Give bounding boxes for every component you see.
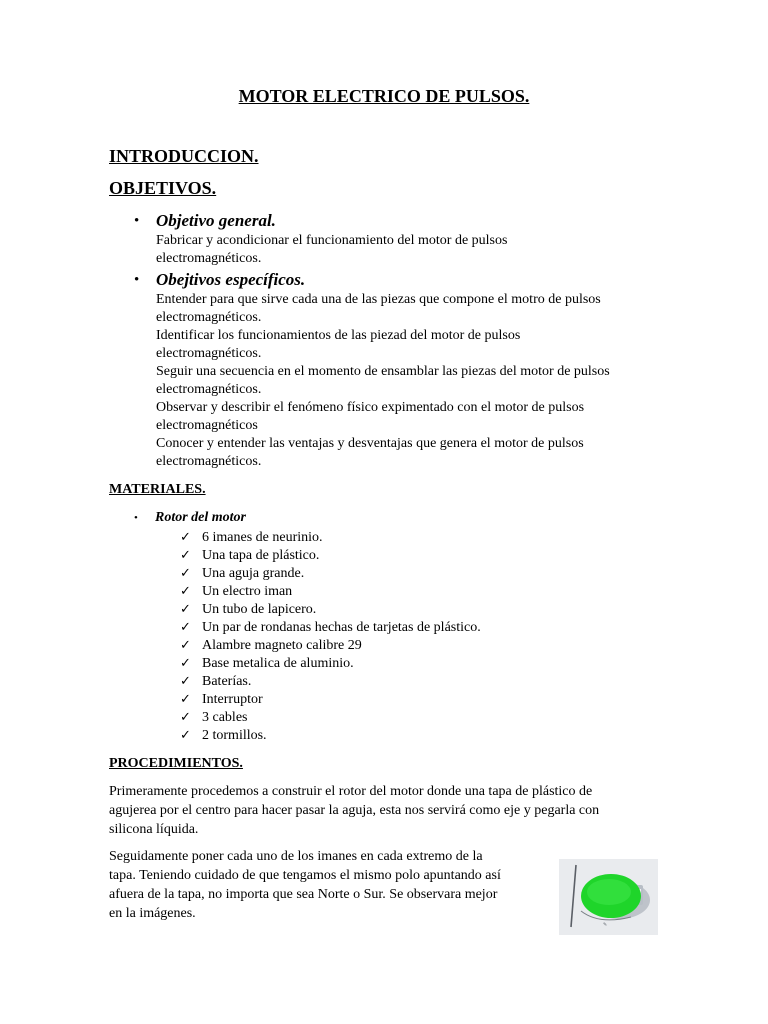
list-item: [180, 546, 481, 564]
rotor-label: Rotor del motor: [155, 510, 247, 525]
check-icon: ✓: [180, 529, 191, 544]
photo-mark: ✎: [603, 922, 608, 928]
list-item-text: 2 tormillos.: [202, 728, 267, 743]
text-line: Conocer y entender las ventajas y desventajas que genera el motor de pulsos: [156, 436, 584, 451]
document-title: MOTOR ELECTRICO DE PULSOS.: [238, 86, 530, 106]
check-icon: ✓: [180, 709, 191, 724]
list-item: [180, 582, 481, 600]
heading-materiales: MATERIALES.: [109, 482, 206, 497]
text-line: Identificar los funcionamientos de las piezad del motor de pulsos: [156, 328, 521, 343]
text-line: Observar y describir el fenómeno físico expimentado con el motor de pulsos: [156, 400, 585, 415]
list-item-text: Una tapa de plástico.: [202, 548, 320, 563]
text-line: electromagnéticos: [156, 418, 258, 433]
list-item-text: Base metalica de aluminio.: [202, 656, 354, 671]
bullet-icon: •: [134, 512, 138, 524]
list-item-text: Alambre magneto calibre 29: [202, 638, 362, 653]
check-icon: ✓: [180, 547, 191, 562]
text-line: electromagnéticos.: [156, 454, 262, 469]
check-icon: ✓: [180, 655, 191, 670]
list-item: [180, 564, 481, 582]
check-icon: ✓: [180, 565, 191, 580]
list-item-text: Una aguja grande.: [202, 566, 305, 581]
list-item-text: Un tubo de lapicero.: [202, 602, 317, 617]
text-line: Entender para que sirve cada una de las piezas que compone el motro de pulsos: [156, 292, 601, 307]
list-item: [180, 672, 481, 690]
list-item: [180, 600, 481, 618]
text-line: silicona líquida.: [109, 822, 199, 837]
check-icon: ✓: [180, 673, 191, 688]
list-item: [180, 636, 481, 654]
objetivos-especificos-text: [156, 291, 686, 471]
list-item: [180, 708, 481, 726]
text-line: afuera de la tapa, no importa que sea Norte o Sur. Se observara mejor: [109, 887, 498, 902]
objetivo-general-text: [156, 232, 686, 268]
list-item-text: Baterías.: [202, 674, 252, 689]
procedimientos-paragraph-1: [109, 782, 599, 839]
text-line: electromagnéticos.: [156, 310, 262, 325]
check-icon: ✓: [180, 691, 191, 706]
list-item: [180, 726, 481, 744]
check-icon: ✓: [180, 619, 191, 634]
list-item-text: Un par de rondanas hechas de tarjetas de plástico.: [202, 620, 481, 635]
list-item: [180, 618, 481, 636]
list-item-text: Interruptor: [202, 692, 263, 707]
objetivos-especificos-heading: Obejtivos específicos.: [156, 270, 306, 289]
list-item: [180, 654, 481, 672]
cap-highlight: [587, 879, 631, 905]
list-item-text: 6 imanes de neurinio.: [202, 530, 323, 545]
text-line: Primeramente procedemos a construir el rotor del motor donde una tapa de plástico de: [109, 784, 593, 799]
procedimientos-paragraph-2: [109, 847, 501, 923]
text-line: Seguidamente poner cada uno de los imanes en cada extremo de la: [109, 849, 483, 864]
heading-objetivos: OBJETIVOS.: [109, 178, 217, 198]
bullet-icon: •: [134, 213, 140, 229]
text-line: tapa. Teniendo cuidado de que tengamos el mismo polo apuntando así: [109, 868, 501, 883]
bullet-icon: •: [134, 272, 140, 288]
check-icon: ✓: [180, 583, 191, 598]
check-icon: ✓: [180, 601, 191, 616]
list-item-text: 3 cables: [202, 710, 248, 725]
text-line: Seguir una secuencia en el momento de ensamblar las piezas del motor de pulsos: [156, 364, 610, 379]
list-item-text: Un electro iman: [202, 584, 293, 599]
check-icon: ✓: [180, 727, 191, 742]
heading-procedimientos: PROCEDIMIENTOS.: [109, 756, 243, 771]
objetivo-general-heading: Objetivo general.: [156, 211, 276, 230]
text-line: en la imágenes.: [109, 906, 196, 921]
materials-list: [180, 528, 481, 744]
list-item: [180, 690, 481, 708]
list-item: [180, 528, 481, 546]
heading-introduccion: INTRODUCCION.: [109, 146, 259, 166]
text-line: Fabricar y acondicionar el funcionamiento del motor de pulsos: [156, 233, 508, 248]
text-line: electromagnéticos.: [156, 346, 262, 361]
check-icon: ✓: [180, 637, 191, 652]
text-line: agujerea por el centro para hacer pasar la aguja, esta nos servirá como eje y pegarla con: [109, 803, 600, 818]
text-line: electromagnéticos.: [156, 382, 262, 397]
rotor-photo: [559, 859, 658, 935]
text-line: electromagnéticos.: [156, 251, 262, 266]
